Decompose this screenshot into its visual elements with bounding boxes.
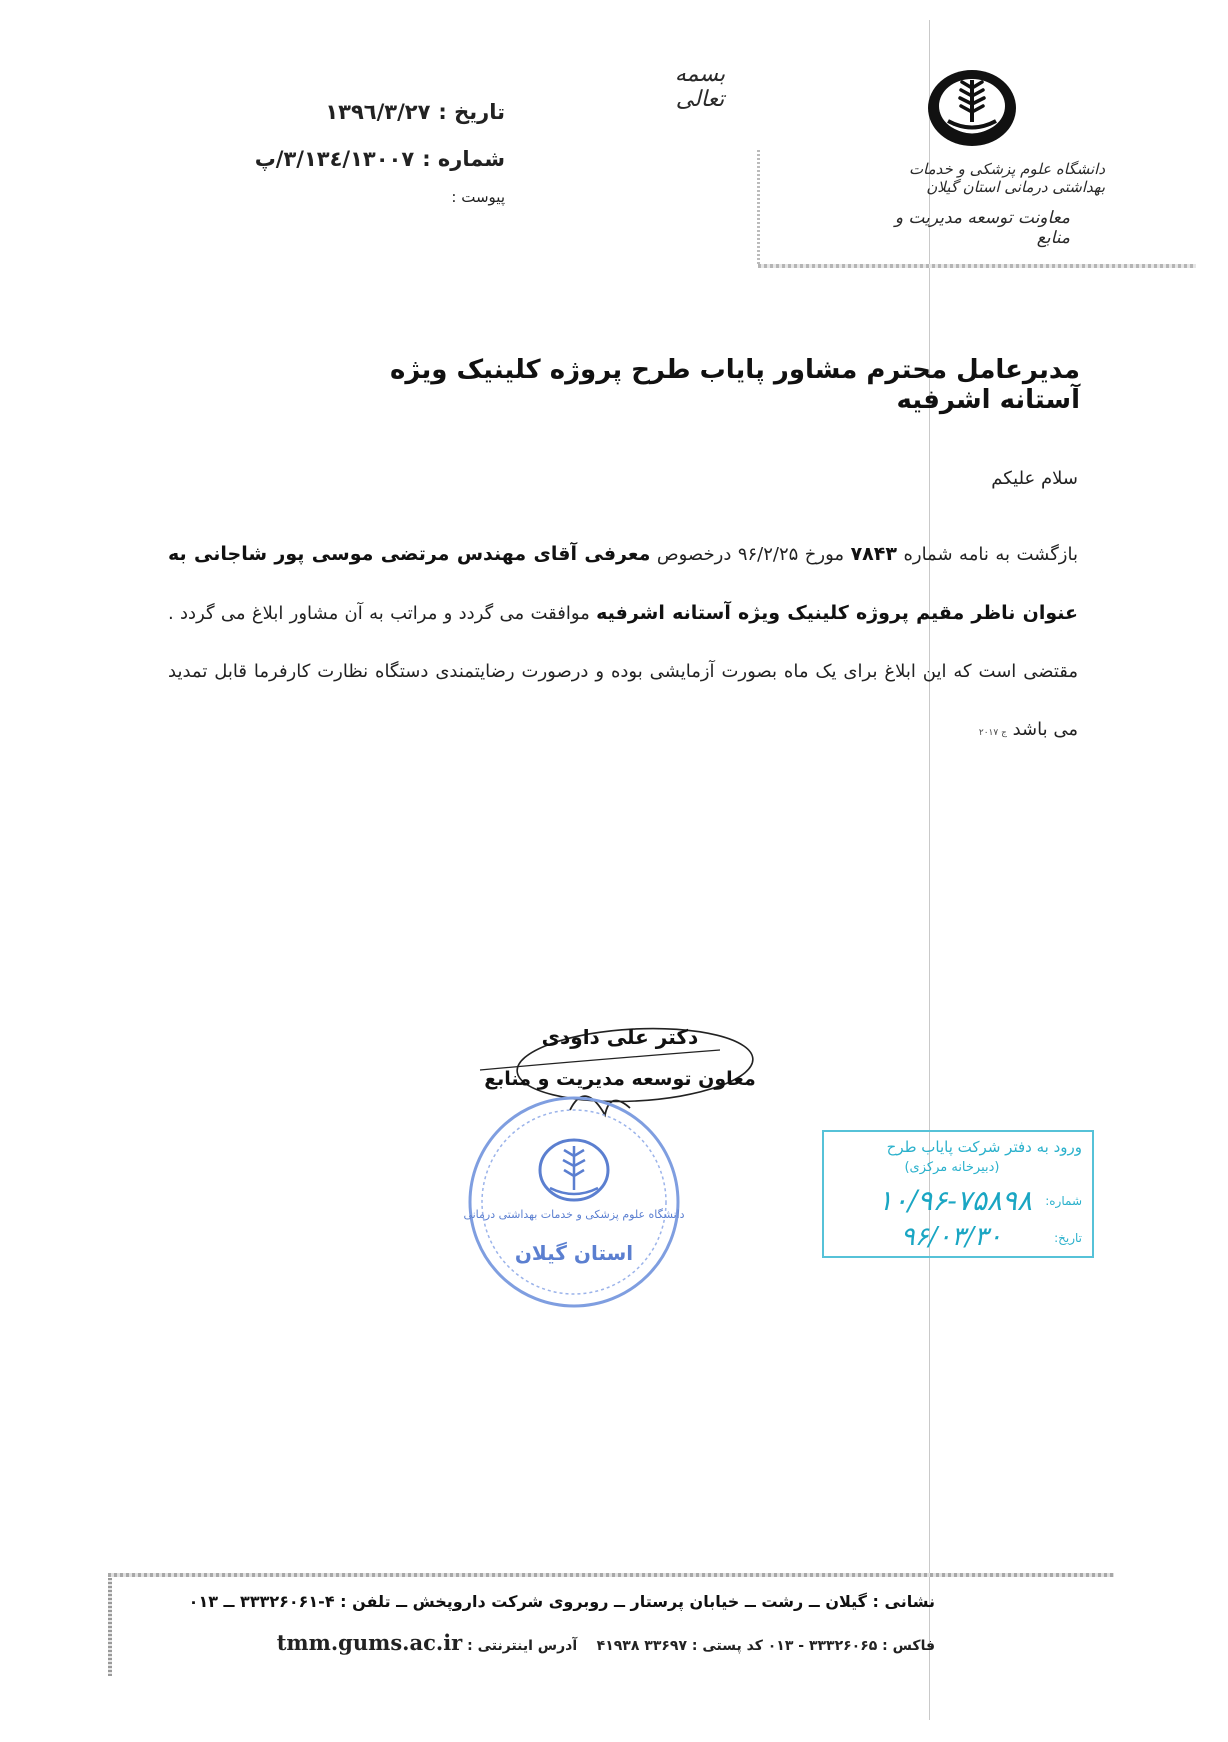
body-text: مورخ ۹۶/۲/۲۵ درخصوص <box>656 544 845 565</box>
footer-fax: فاکس : ۳۳۳۲۶۰۶۵ - ۰۱۳ کد پستی : ۳۳۶۹۷ ۴۱۹۳۸ <box>596 1638 935 1654</box>
scan-artifact-line <box>757 150 760 265</box>
footer-website: tmm.gums.ac.ir <box>276 1630 463 1655</box>
letter-number-label: شماره : <box>422 147 505 171</box>
letter-body <box>168 525 1078 762</box>
scan-artifact-line <box>929 20 930 1720</box>
reference-number: ۷۸۴۳ <box>850 543 897 565</box>
recipient-heading: مدیرعامل محترم مشاور پایاب طرح پروژه کلینیک ویژه آستانه اشرفیه <box>389 355 1080 415</box>
department-name: معاونت توسعه مدیریت و منابع <box>894 208 1070 248</box>
footer-web-label: آدرس اینترنتی : <box>467 1638 578 1654</box>
handwritten-note: ج ۲۰۱۷ <box>978 728 1007 738</box>
letter-number-field <box>230 147 505 171</box>
date-value: ۱۳۹٦/۳/۲۷ <box>325 100 431 124</box>
body-text: بازگشت به نامه شماره <box>903 544 1078 565</box>
receipt-stamp <box>822 1130 1094 1258</box>
footer-address: نشانی : گیلان ــ رشت ــ خیابان پرستار ــ روبروی شرکت داروپخش ــ تلفن : ۴-۳۳۳۲۶۰۶۱ ــ ۰۱۳ <box>188 1592 935 1611</box>
body-emphasis: معرفی آقای مهندس مرتضی موسی پور شاجانی به عنوان ناظر مقیم پروژه کلینیک ویژه آستانه اشرفیه <box>168 543 1078 624</box>
header-divider <box>758 264 1196 268</box>
stamp-title: ورود به دفتر شرکت پایاب طرح <box>886 1138 1082 1156</box>
attachment-field <box>230 188 505 206</box>
date-label: تاریخ : <box>438 100 505 124</box>
signatory-title: معاون توسعه مدیریت و منابع <box>484 1068 756 1090</box>
seal-province: استان گیلان <box>514 1241 634 1265</box>
footer-contact <box>120 1630 935 1655</box>
official-seal <box>462 1090 687 1315</box>
stamp-number-value: ۱۰/۹۶-۷۵۸۹۸ <box>877 1184 1032 1217</box>
letter-number-value: ۳/۱۳٤/۱۳۰۰۷/پ <box>254 147 415 171</box>
signatory-name: دکتر علی داودی <box>541 1025 699 1049</box>
footer-divider <box>108 1573 1114 1577</box>
bismillah-heading: بسمه تعالی <box>674 62 726 112</box>
stamp-number-label: شماره: <box>1045 1194 1082 1208</box>
body-text: موافقت می گردد و مراتب به آن مشاور ابلاغ می گردد . مقتضی است که این ابلاغ برای یک ماه بصورت آزمایشی بوده و درصورت رضایتمندی دستگاه نظارت کارفرما قابل تمدید می باشد <box>168 603 1078 740</box>
university-logo-icon <box>924 66 1020 150</box>
greeting: سلام علیکم <box>991 468 1078 489</box>
stamp-subtitle: (دبیرخانه مرکزی) <box>904 1160 1000 1175</box>
scan-artifact-line <box>108 1578 112 1676</box>
university-name: دانشگاه علوم پزشکی و خدمات بهداشتی درمانی استان گیلان <box>908 160 1105 196</box>
attachment-label: پیوست : <box>451 188 505 206</box>
date-field <box>230 100 505 124</box>
stamp-date-value: ۹۶/۰۳/۳۰ <box>900 1222 1002 1252</box>
stamp-date-label: تاریخ: <box>1054 1231 1082 1245</box>
seal-text: دانشگاه علوم پزشکی و خدمات بهداشتی درمانی <box>463 1208 685 1221</box>
